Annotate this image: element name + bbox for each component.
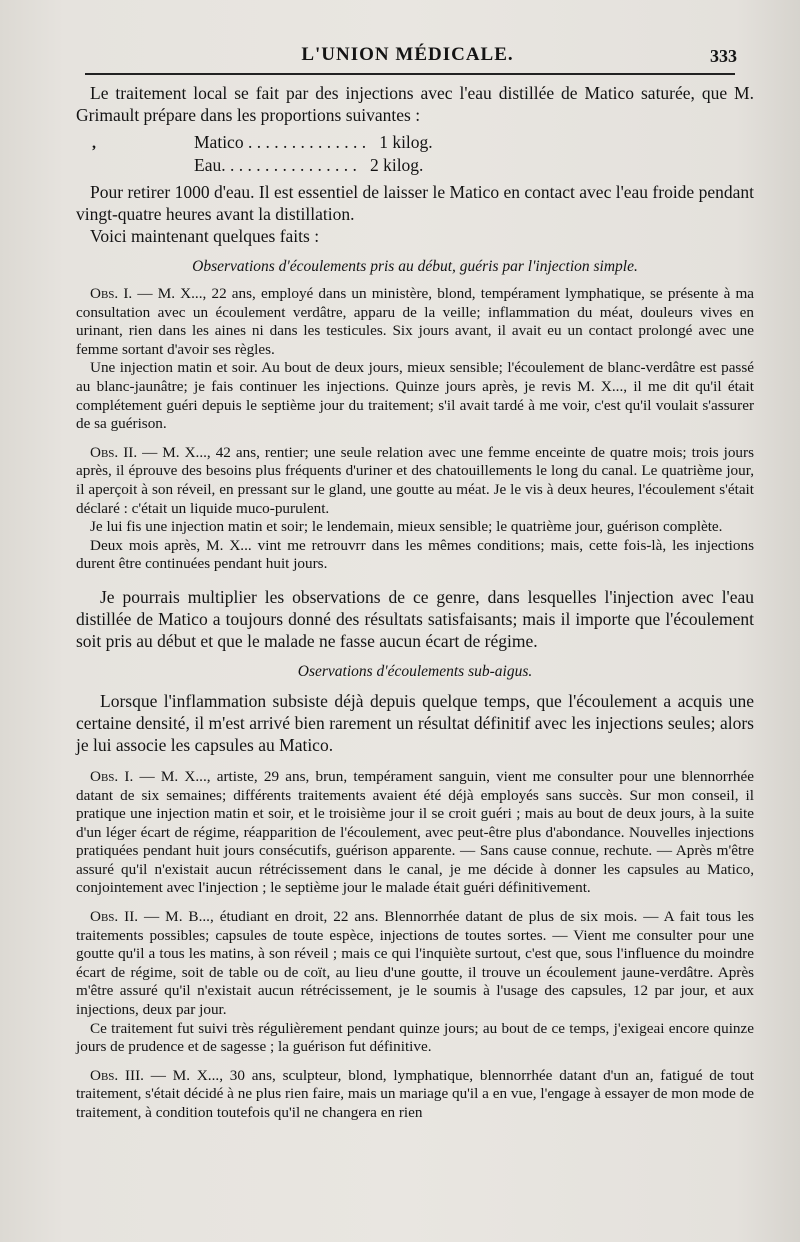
page-header — [70, 40, 745, 74]
observation-text: — M. X..., 42 ans, rentier; une seule relation avec une femme enceinte de quatre mois; trois jours après, il éprouve des besoins plus fréquents d'uriner et des chatouillements le long du canal. Le quatrième jour, il aperçoit à son réveil, en pressant sur le gland, une goutte au méat. Je le vis à deux heures, l'écoulement s'était déclaré : c'était un liquide muco-purulent. — [76, 443, 754, 517]
observation-early-1-followup: Une injection matin et soir. Au bout de deux jours, mieux sensible; l'écoulement de blanc-verdâtre est passé au blanc-jaunâtre; je fais continuer les injections. Quinze jours après, je revis M. X..., il me dit qu'il était complétement guéri depuis le septième jour du traitement; s'il avait tardé à me voir, c'est qu'il voulait s'assurer de sa guérison. — [76, 359, 754, 433]
intro-paragraph: Le traitement local se fait par des injections avec l'eau distillée de Matico saturée, que M. Grimault prépare dans les proportions suivantes : — [76, 83, 754, 125]
observation-label: Obs. II. — [90, 443, 138, 461]
observation-early-2-treatment: Je lui fis une injection matin et soir; le lendemain, mieux sensible; le quatrième jour, guérison complète. — [90, 518, 723, 536]
section-heading-subacute: Oservations d'écoulements sub-aigus. — [297, 662, 533, 680]
recipe-formula — [194, 131, 754, 177]
observation-early-2 — [76, 444, 754, 518]
distillation-paragraph: Pour retirer 1000 d'eau. Il est essentiel de laisser le Matico en contact avec l'eau froide pendant vingt-quatre heures avant la distillation. — [76, 182, 754, 224]
observation-label: Obs. II. — [90, 908, 139, 926]
observation-subacute-1 — [76, 768, 754, 898]
observation-text: — M. B..., étudiant en droit, 22 ans. Blennorrhée datant de plus de six mois. — A fait tous les traitements possibles; capsules de toute espèce, injections de toutes sortes. — Vient me consulter pour une goutte qu'il a tous les matins, à son réveil ; mais ce qui l'inquiète surtout, c'est que, sous l'influence du moindre écart de régime, soit de table ou de coït, au lieu d'une goutte, il trouve un écoulement jaune-verdâtre. Après m'être assuré qu'il n'existait aucun rétrécissement, je le soumis à l'usage des capsules, 12 par jour, et aux injections, deux par jour. — [76, 908, 754, 1019]
observation-early-1 — [76, 285, 754, 359]
formula-line-matico: Matico . . . . . . . . . . . . . . 1 kilog. — [194, 132, 433, 152]
observation-text: — M. X..., 30 ans, sculpteur, blond, lymphatique, blennorrhée datant d'un an, fatigué de tout traitement, s'était décidé à ne plus rien faire, mais un mariage qu'il a en vue, l'engage à essayer de mon mode de traitement, à condition toutefois qu'il ne changera en rien — [76, 1066, 755, 1121]
observation-label: Obs. I. — [90, 767, 134, 785]
page-number: 333 — [710, 46, 737, 66]
observation-early-2-relapse: Deux mois après, M. X... vint me retrouvrr dans les mêmes conditions; mais, cette fois-là, les injections durent être continuées pendant huit jours. — [76, 536, 754, 573]
subacute-intro: Lorsque l'inflammation subsiste déjà depuis quelque temps, que l'écoulement a acquis une certaine densité, il m'est arrivé bien rarement un résultat définitif avec les injections seules; alors je lui associe les capsules au Matico. — [76, 690, 754, 755]
page-body — [76, 82, 754, 1123]
observation-subacute-2-outcome: Ce traitement fut suivi très régulièrement pendant quinze jours; au bout de ce temps, j'exigeai encore quinze jours de prudence et de sagesse ; la guérison fut définitive. — [76, 1019, 754, 1056]
observation-text: — M. X..., artiste, 29 ans, brun, tempérament sanguin, vient me consulter pour une blennorrhée datant de six semaines; différents traitements avaient été déjà employés sans succès. Sur mon conseil, il pratique une injection matin et soir, et le troisième jour il se croit guéri ; mais au bout de deux jours, à la suite d'un léger écart de régime, réapparition de l'écoulement, avec peut-être plus d'abondance. Nouvelles injections pratiquées pendant huit jours consécutifs, guérison apparente. — Sans cause connue, rechute. — Après m'être assuré qu'il n'existait aucun rétrécissement dans le canal, je me décide à donner les capsules au Matico, conjointement avec l'injection ; le septième jour le malade était guéri définitivement. — [76, 767, 755, 897]
observation-label: Obs. III. — [90, 1066, 144, 1084]
observation-text: — M. X..., 22 ans, employé dans un ministère, blond, tempérament lymphatique, se présente à ma consultation avec un écoulement verdâtre, apparu de la veille; inflammation du méat, douleurs vives en urinant, rien dans les aines ni dans les testicules. Six jours avant, il avait eu un contact prolongé avec une femme sortant d'avoir ses règles. — [76, 285, 755, 358]
formula-line-eau: Eau. . . . . . . . . . . . . . . . 2 kilog. — [194, 155, 424, 175]
running-title: L'UNION MÉDICALE. — [301, 44, 514, 65]
observation-subacute-2 — [76, 908, 754, 1020]
header-rule — [85, 73, 735, 75]
facts-intro: Voici maintenant quelques faits : — [90, 226, 320, 246]
summary-paragraph: Je pourrais multiplier les observations de ce genre, dans lesquelles l'injection avec l'eau distillée de Matico a toujours donné des résultats satisfaisants; mais il importe que l'écoulement soit pris au début et que le malade ne fasse aucun écart de régime. — [76, 586, 754, 651]
observation-label: Obs. I. — [90, 285, 133, 302]
observation-subacute-3 — [76, 1067, 754, 1123]
section-heading-early: Observations d'écoulements pris au début, guéris par l'injection simple. — [192, 258, 638, 275]
margin-mark: , — [92, 135, 96, 152]
